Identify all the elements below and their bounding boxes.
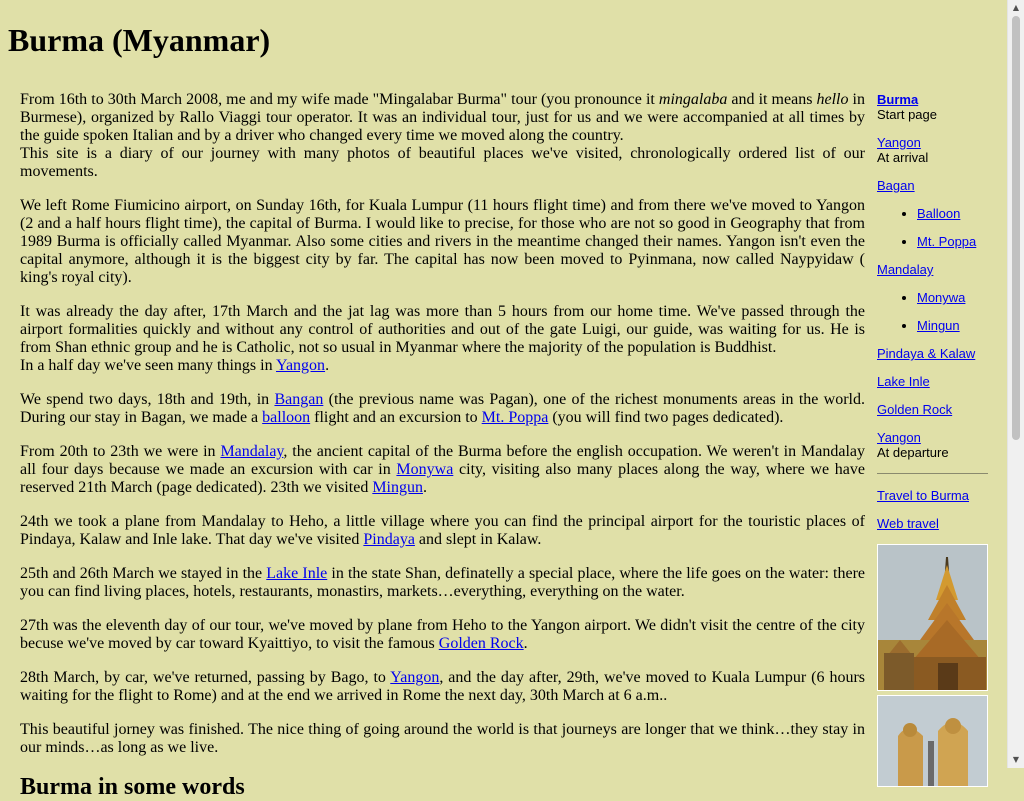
main-content xyxy=(20,91,865,801)
link-mt-poppa[interactable]: Mt. Poppa xyxy=(481,409,549,426)
statues-photo xyxy=(878,696,987,786)
text: 27th was the eleventh day of our tour, we've moved by plane from Heho to the Yangon airport. We didn't visit the centre of the city becuse we've moved by car toward Kyaittiyo, to visit the famous xyxy=(20,617,865,652)
link-yangon-departure[interactable]: Yangon xyxy=(390,669,440,686)
vertical-scrollbar[interactable] xyxy=(1007,0,1024,768)
paragraph-return xyxy=(20,669,865,705)
text: In a half day we've seen many things in xyxy=(20,357,276,374)
paragraph-bagan xyxy=(20,391,865,427)
link-monywa[interactable]: Monywa xyxy=(396,461,454,478)
sidebar-caption: Start page xyxy=(877,107,937,122)
paragraph-mandalay xyxy=(20,443,865,497)
sidebar-link-mingun[interactable]: Mingun xyxy=(917,318,960,333)
sidebar-sublist-mandalay xyxy=(877,290,989,333)
text: and it means xyxy=(727,91,817,108)
text: From 20th to 23th we were in xyxy=(20,443,221,460)
paragraph-inle xyxy=(20,565,865,601)
sidebar-subitem xyxy=(917,234,989,249)
paragraph-golden-rock xyxy=(20,617,865,653)
link-mandalay[interactable]: Mandalay xyxy=(220,443,284,460)
link-yangon[interactable]: Yangon xyxy=(276,357,326,374)
text: in Burmese), organized by Rallo Viaggi tour operator. It was an individual tour, just for us and we were accompanied at all times by the guide spoken Italian and by a driver who changed every time we moved along the country. xyxy=(20,91,865,144)
sidebar-item-pindaya xyxy=(877,346,989,361)
paragraph-closing: This beautiful jorney was finished. The nice thing of going around the world is that journeys are longer that we think…they stay in our minds…as long as we live. xyxy=(20,721,865,756)
photo-thumbnail-statues[interactable] xyxy=(877,695,988,787)
text: This site is a diary of our journey with many photos of beautiful places we've visited, chronologically ordered list of our movements. xyxy=(20,145,865,180)
text: 25th and 26th March we stayed in the xyxy=(20,565,267,582)
intro-paragraph xyxy=(20,91,865,181)
text: . xyxy=(325,357,330,374)
text: (the previous name was Pagan), one of the richest monuments areas in the world. During our stay in Bagan, we made a xyxy=(20,391,865,426)
sidebar-link-yangon-arrival[interactable]: Yangon xyxy=(877,135,921,150)
text: 24th we took a plane from Mandalay to Heho, a little village where you can find the principal airport for the touristic places of Pindaya, Kalaw and Inle lake. That day we've visited xyxy=(20,513,865,548)
sidebar-link-pindaya[interactable]: Pindaya & Kalaw xyxy=(877,346,976,361)
sidebar-item-yangon-arrival xyxy=(877,135,989,165)
photo-thumbnail-pagoda[interactable] xyxy=(877,544,988,691)
text: From 16th to 30th March 2008, me and my wife made "Mingalabar Burma" tour (you pronounce it xyxy=(20,91,659,108)
text: It was already the day after, 17th March and the jat lag was more than 5 hours from our home time. We've passed through the airport formalities quickly and without any control of authorities and out of the gate Luigi, our guide, was waiting for us. He is from Shan ethnic group and he is Catholic, not so usual in Myanmar where the majority of the population is Buddhist. xyxy=(20,303,865,356)
sidebar-caption: At departure xyxy=(877,445,949,460)
link-lake-inle[interactable]: Lake Inle xyxy=(266,565,328,582)
link-golden-rock[interactable]: Golden Rock xyxy=(438,635,524,652)
sidebar-link-mandalay[interactable]: Mandalay xyxy=(877,262,934,277)
paragraph-pindaya xyxy=(20,513,865,549)
link-pindaya[interactable]: Pindaya xyxy=(363,531,415,548)
sidebar-link-bagan[interactable]: Bagan xyxy=(877,178,915,193)
text: flight and an excursion to xyxy=(310,409,482,426)
sidebar-link-lake-inle[interactable]: Lake Inle xyxy=(877,374,930,389)
sidebar-subitem xyxy=(917,206,989,221)
sidebar-item-golden-rock xyxy=(877,402,989,417)
sidebar-item-inle xyxy=(877,374,989,389)
sidebar-link-monywa[interactable]: Monywa xyxy=(917,290,966,305)
sidebar-link-mt-poppa[interactable]: Mt. Poppa xyxy=(917,234,977,249)
sidebar-sublist-bagan xyxy=(877,206,989,249)
text: 28th March, by car, we've returned, passing by Bago, to xyxy=(20,669,391,686)
text: , and the day after, 29th, we've moved to Kuala Lumpur (6 hours waiting for the flight to Rome) and at the end we arrived in Rome the next day, 30th March at 6 a.m.. xyxy=(20,669,865,704)
link-mingun[interactable]: Mingun xyxy=(372,479,423,496)
sidebar-subitem xyxy=(917,290,989,305)
italic-word: mingalaba xyxy=(658,91,728,108)
scroll-down-arrow-icon[interactable]: ▼ xyxy=(1012,755,1020,764)
paragraph-departure: We left Rome Fiumicino airport, on Sunday 16th, for Kuala Lumpur (11 hours flight time) and from there we've moved to Yangon (2 and a half hours flight time), the capital of Burma. I would like to precise, for those who are not so good in Geography that from 1989 Burma is officially called Myanmar. Also some cities and rivers in the meantime changed their names. Yangon isn't even the capital anymore, although it is the biggest city by far. The capital has now been moved to Pyinmana, now called Naypyidaw ( king's royal city). xyxy=(20,197,865,286)
sidebar-link-burma[interactable]: Burma xyxy=(877,92,919,107)
sidebar-link-web-travel[interactable]: Web travel xyxy=(877,516,939,531)
text: , the ancient capital of the Burma before the english occupation. We weren't in Mandalay all four days because we made an excursion with car in xyxy=(20,443,865,478)
sidebar-item-yangon-departure xyxy=(877,430,989,460)
italic-word: hello xyxy=(816,91,849,108)
sidebar-caption: At arrival xyxy=(877,150,929,165)
sidebar-nav xyxy=(877,92,989,791)
link-bangan[interactable]: Bangan xyxy=(274,391,324,408)
scrollbar-thumb[interactable] xyxy=(1012,16,1020,440)
text: city, visiting also many places along the way, where we have reserved 21th March (page dedicated). 23th we visited xyxy=(20,461,866,496)
paragraph-arrival xyxy=(20,303,865,375)
sidebar-item-burma xyxy=(877,92,989,122)
text: in the state Shan, definatelly a special place, where the life goes on the water: there you can find living places, hotels, restaurants, monastirs, markets…everything, everything on the water. xyxy=(20,565,866,600)
sidebar-link-golden-rock[interactable]: Golden Rock xyxy=(877,402,953,417)
sidebar-link-travel-to-burma[interactable]: Travel to Burma xyxy=(877,488,969,503)
sidebar-link-yangon-departure[interactable]: Yangon xyxy=(877,430,921,445)
text: . xyxy=(422,479,427,496)
link-balloon[interactable]: balloon xyxy=(262,409,311,426)
text: . xyxy=(523,635,528,652)
sidebar-subitem xyxy=(917,318,989,333)
text: and slept in Kalaw. xyxy=(414,531,542,548)
sidebar-link-balloon[interactable]: Balloon xyxy=(917,206,961,221)
sidebar-item-mandalay xyxy=(877,262,989,277)
scroll-up-arrow-icon[interactable]: ▲ xyxy=(1012,3,1020,12)
sidebar-item-bagan xyxy=(877,178,989,193)
section-heading: Burma in some words xyxy=(20,774,245,800)
sidebar-item-web-travel xyxy=(877,516,989,531)
page-title: Burma (Myanmar) xyxy=(8,22,271,58)
sidebar-divider xyxy=(877,473,988,474)
text: (you will find two pages dedicated). xyxy=(548,409,784,426)
text: We spend two days, 18th and 19th, in xyxy=(20,391,275,408)
sidebar-item-travel xyxy=(877,488,989,503)
pagoda-photo xyxy=(878,545,987,690)
